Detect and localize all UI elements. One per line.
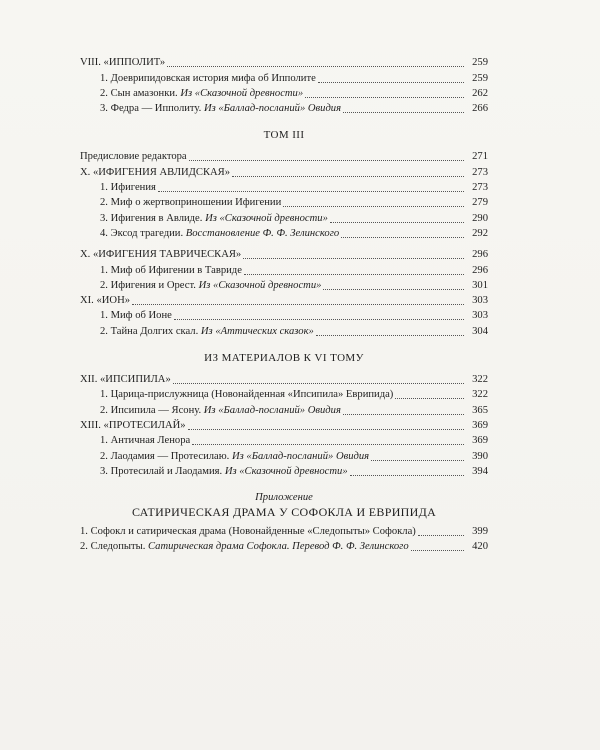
toc-page-number: 271 (472, 151, 488, 163)
toc-page-number: 279 (472, 197, 488, 209)
toc-entry-source: Из «Сказочной древности» (224, 465, 348, 477)
toc-chapter-title: XI. «ИОН» (80, 295, 131, 307)
toc-entry-source: Из «Аттических сказок» (200, 325, 314, 337)
toc-entry (80, 402, 488, 417)
toc-entry-title: 1. Античная Ленора (100, 435, 191, 447)
toc-entry (80, 387, 488, 402)
toc-entry-source: Из «Сказочной древности» (205, 212, 328, 224)
toc-page-number: 259 (472, 72, 488, 84)
leader-dots (343, 414, 464, 415)
toc-entry (80, 448, 488, 463)
show-through-text (205, 45, 207, 55)
leader-dots (318, 82, 464, 83)
leader-dots (244, 274, 464, 275)
toc-chapter-title: XIII. «ПРОТЕСИЛАЙ» (80, 419, 186, 431)
toc-entry (80, 226, 488, 241)
toc-entry-title: 2. Лаодамия — Протесилаю. (100, 450, 232, 462)
toc-page-number: 365 (472, 404, 488, 416)
leader-dots (343, 112, 464, 113)
leader-dots (395, 398, 464, 399)
toc-page-number: 420 (472, 541, 488, 553)
toc-page-number: 304 (472, 325, 488, 337)
toc-chapter (80, 164, 488, 179)
toc-entry-title: 1. Миф об Ионе (100, 310, 172, 322)
toc-page-number: 303 (472, 310, 488, 322)
toc-chapter (80, 247, 488, 262)
toc-entry-source: Восстановление Ф. Ф. Зелинского (185, 227, 340, 239)
toc-page-number: 259 (472, 57, 488, 69)
toc-entry-title: 1. Ифигения (100, 182, 156, 194)
toc-page-number: 296 (472, 249, 488, 261)
toc-entry (80, 101, 488, 116)
toc-entry-title: 3. Ифигения в Авлиде. (100, 212, 206, 224)
toc-entry-source: Из «Баллад-посланий» Овидия (231, 450, 370, 462)
toc-entry-title: 2. Миф о жертвоприношении Ифигении (100, 197, 282, 209)
leader-dots (283, 206, 464, 207)
toc-chapter-title: X. «ИФИГЕНИЯ АВЛИДСКАЯ» (80, 166, 231, 178)
toc-entry (80, 180, 488, 195)
toc-entry-title: 2. Сын амазонки. (100, 87, 181, 99)
toc-entry (80, 262, 488, 277)
toc-page-number: 399 (472, 526, 488, 538)
leader-dots (350, 475, 464, 476)
leader-dots (341, 237, 464, 238)
toc-page-number: 369 (472, 419, 488, 431)
toc-page-number: 369 (472, 435, 488, 447)
leader-dots (132, 304, 464, 305)
toc-page-number: 390 (472, 450, 488, 462)
toc-page-number: 273 (472, 166, 488, 178)
toc-entry (80, 464, 488, 479)
toc-entry (80, 149, 488, 164)
leader-dots (189, 160, 464, 161)
leader-dots (232, 176, 464, 177)
toc-entry (80, 308, 488, 323)
leader-dots (174, 319, 464, 320)
leader-dots (418, 535, 464, 536)
toc-entry (80, 433, 488, 448)
toc-chapter-title: XII. «ИПСИПИЛА» (80, 374, 171, 386)
toc-page-number: 262 (472, 87, 488, 99)
toc-page-number: 322 (472, 389, 488, 401)
appendix-title: САТИРИЧЕСКАЯ ДРАМА У СОФОКЛА И ЕВРИПИДА (131, 504, 437, 519)
toc-entry (80, 195, 488, 210)
table-of-contents (80, 55, 488, 554)
leader-dots (173, 383, 464, 384)
toc-entry-title: 1. Царица-прислужница (Новонайденная «Ипсипила» Еврипида) (100, 389, 394, 401)
toc-chapter (80, 372, 488, 387)
toc-entry (80, 86, 488, 101)
toc-entry (80, 210, 488, 225)
toc-entry-title: Предисловие редактора (80, 151, 187, 163)
toc-entry (80, 539, 488, 554)
toc-page-number: 322 (472, 374, 488, 386)
leader-dots (192, 444, 464, 445)
leader-dots (305, 97, 464, 98)
toc-entry-source: Сатирическая драма Софокла. Перевод Ф. Ф. Зелинского (148, 541, 409, 553)
toc-entry-title: 2. Ипсипила — Ясону. (100, 404, 204, 416)
toc-entry-title: 1. Миф об Ифигении в Тавриде (100, 264, 242, 276)
toc-entry (80, 278, 488, 293)
toc-entry-title: 4. Эксод трагедии. (100, 227, 186, 239)
toc-entry-title: 2. Тайна Долгих скал. (100, 325, 201, 337)
toc-page-number: 266 (472, 103, 488, 115)
leader-dots (330, 222, 464, 223)
toc-chapter-title: VIII. «ИППОЛИТ» (80, 57, 166, 69)
toc-entry-title: 2. Следопыты. (80, 541, 149, 553)
toc-page-number: 301 (472, 279, 488, 291)
toc-entry-source: Из «Сказочной древности» (180, 87, 304, 99)
toc-entry-source: Из «Баллад-посланий» Овидия (203, 103, 342, 115)
toc-page-number: 292 (472, 227, 488, 239)
section-heading: ИЗ МАТЕРИАЛОВ К VI ТОМУ (204, 351, 364, 364)
leader-dots (158, 191, 464, 192)
volume-heading: ТОМ III (263, 129, 305, 142)
toc-entry (80, 70, 488, 85)
toc-page-number: 290 (472, 212, 488, 224)
toc-chapter (80, 293, 488, 308)
toc-entry-title: 1. Доеврипидовская история мифа об Ипполите (100, 72, 316, 84)
leader-dots (243, 258, 464, 259)
toc-entry-title: 1. Софокл и сатирическая драма (Новонайденные «Следопыты» Софокла) (80, 526, 416, 538)
toc-page-number: 273 (472, 182, 488, 194)
toc-page-number: 303 (472, 295, 488, 307)
toc-entry-title: 3. Протесилай и Лаодамия. (100, 465, 225, 477)
leader-dots (167, 66, 464, 67)
toc-entry-title: 2. Ифигения и Орест. (100, 279, 199, 291)
leader-dots (188, 429, 464, 430)
toc-page-number: 394 (472, 465, 488, 477)
toc-page-number: 296 (472, 264, 488, 276)
toc-entry-source: Из «Баллад-посланий» Овидия (203, 404, 341, 416)
toc-entry (80, 524, 488, 539)
toc-chapter (80, 418, 488, 433)
leader-dots (411, 550, 464, 551)
toc-entry-title: 3. Федра — Ипполиту. (100, 103, 204, 115)
leader-dots (323, 289, 464, 290)
leader-dots (371, 460, 464, 461)
appendix-label: Приложение (255, 491, 313, 503)
toc-chapter (80, 55, 488, 70)
toc-entry-source: Из «Сказочной древности» (198, 279, 322, 291)
toc-entry (80, 323, 488, 338)
toc-chapter-title: X. «ИФИГЕНИЯ ТАВРИЧЕСКАЯ» (80, 249, 242, 261)
leader-dots (316, 335, 464, 336)
